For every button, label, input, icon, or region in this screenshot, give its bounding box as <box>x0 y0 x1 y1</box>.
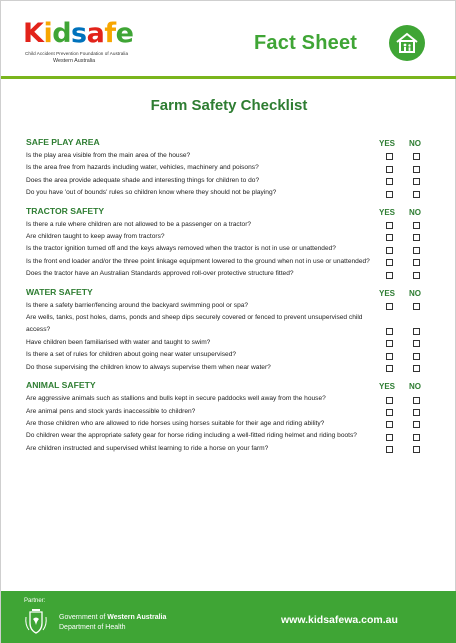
checklist-row <box>26 268 436 280</box>
no-checkbox[interactable] <box>413 409 420 416</box>
fact-sheet-label: Fact Sheet <box>254 32 358 54</box>
checklist-row <box>26 231 436 243</box>
checklist-row <box>26 443 436 455</box>
yes-checkbox[interactable] <box>386 166 393 173</box>
wa-government-crest-icon <box>24 608 48 636</box>
department-name: Department of Health <box>59 624 126 631</box>
logo-letter: d <box>52 18 72 49</box>
page-title: Farm Safety Checklist <box>150 97 308 114</box>
question-text: Is there a rule where children are not allowed to be a passenger on a tractor? <box>26 220 252 228</box>
no-column-label: NO <box>409 382 421 392</box>
yes-column-label: YES <box>379 288 396 298</box>
header <box>1 1 456 79</box>
section-title: ANIMAL SAFETY <box>26 380 96 391</box>
footer <box>1 591 456 643</box>
section-header <box>26 287 436 299</box>
yes-checkbox[interactable] <box>386 328 393 335</box>
checklist-row <box>26 393 436 405</box>
no-checkbox[interactable] <box>413 421 420 428</box>
checklist-row <box>26 162 436 174</box>
question-text: Do children wear the appropriate safety gear for horse riding including a well-fitted riding helmet and riding boots? <box>26 432 357 440</box>
no-checkbox[interactable] <box>413 303 420 310</box>
yes-checkbox[interactable] <box>386 178 393 185</box>
checklist-row <box>26 187 436 199</box>
yes-checkbox[interactable] <box>386 434 393 441</box>
question-text: Is the front end loader and/or the three point linkage equipment lowered to the ground when not in use or unattended? <box>26 257 370 265</box>
no-checkbox[interactable] <box>413 434 420 441</box>
question-text: Are children taught to keep away from tractors? <box>26 233 165 241</box>
no-checkbox[interactable] <box>413 365 420 372</box>
checklist <box>26 137 436 461</box>
no-checkbox[interactable] <box>413 222 420 229</box>
question-text: Is there a set of rules for children about going near water unsupervised? <box>26 351 237 359</box>
checklist-section <box>26 287 436 374</box>
yes-checkbox[interactable] <box>386 191 393 198</box>
logo-letter: a <box>86 18 105 49</box>
logo-state: Western Australia <box>53 58 96 64</box>
yes-checkbox[interactable] <box>386 259 393 266</box>
logo-wordmark <box>23 19 133 49</box>
government-name: Government of Western Australia <box>59 614 167 621</box>
checklist-row <box>26 418 436 430</box>
yes-checkbox[interactable] <box>386 303 393 310</box>
checklist-row <box>26 362 436 374</box>
section-header <box>26 137 436 149</box>
logo-letter: i <box>43 18 53 49</box>
checklist-row <box>26 150 436 162</box>
no-checkbox[interactable] <box>413 353 420 360</box>
yes-checkbox[interactable] <box>386 272 393 279</box>
partner-label: Partner: <box>24 598 46 604</box>
no-checkbox[interactable] <box>413 166 420 173</box>
question-text: Are those children who are allowed to ride horses using horses suitable for their age and riding ability? <box>26 419 325 427</box>
yes-column-label: YES <box>379 382 396 392</box>
section-header <box>26 380 436 392</box>
section-header <box>26 206 436 218</box>
logo-letter: s <box>71 18 87 49</box>
logo-letter: K <box>23 18 44 49</box>
question-text: Is the area free from hazards including water, vehicles, machinery and poisons? <box>26 164 259 172</box>
no-checkbox[interactable] <box>413 340 420 347</box>
yes-checkbox[interactable] <box>386 247 393 254</box>
question-text: Is the play area visible from the main area of the house? <box>26 152 191 159</box>
header-divider <box>1 76 456 79</box>
no-checkbox[interactable] <box>413 272 420 279</box>
no-column-label: NO <box>409 207 421 217</box>
logo-letter: f <box>104 18 116 49</box>
no-checkbox[interactable] <box>413 247 420 254</box>
no-checkbox[interactable] <box>413 191 420 198</box>
section-title: WATER SAFETY <box>26 286 93 297</box>
yes-checkbox[interactable] <box>386 397 393 404</box>
family-house-icon <box>389 25 425 61</box>
yes-checkbox[interactable] <box>386 234 393 241</box>
no-checkbox[interactable] <box>413 328 420 335</box>
question-text: Is the tractor ignition turned off and the keys always removed when the tractor is not in use or unattended? <box>26 245 336 253</box>
logo-tagline: Child Accident Prevention Foundation of Australia <box>25 51 129 56</box>
question-text: Do those supervising the children know to always supervise them when near water? <box>26 363 271 371</box>
no-checkbox[interactable] <box>413 259 420 266</box>
section-title: SAFE PLAY AREA <box>26 137 100 147</box>
no-checkbox[interactable] <box>413 397 420 404</box>
checklist-row <box>26 175 436 187</box>
section-title: TRACTOR SAFETY <box>26 205 105 216</box>
kidsafe-logo <box>23 19 163 67</box>
checklist-section <box>26 380 436 455</box>
yes-column-label: YES <box>379 139 396 148</box>
checklist-row <box>26 300 436 312</box>
yes-checkbox[interactable] <box>386 446 393 453</box>
question-text: Are aggressive animals such as stallions and bulls kept in secure paddocks well away from the house? <box>26 395 326 403</box>
no-checkbox[interactable] <box>413 153 420 160</box>
checklist-row <box>26 430 436 442</box>
checklist-row <box>26 312 436 337</box>
question-text: Does the tractor have an Australian Standards approved roll-over protective structure fitted? <box>26 270 294 278</box>
question-text: Are animal pens and stock yards inaccessible to children? <box>26 407 196 415</box>
question-text: Is there a safety barrier/fencing around the backyard swimming pool or spa? <box>26 301 249 309</box>
no-checkbox[interactable] <box>413 446 420 453</box>
checklist-row <box>26 256 436 268</box>
checklist-row <box>26 349 436 361</box>
checklist-row <box>26 406 436 418</box>
website-link[interactable]: www.kidsafewa.com.au <box>281 614 398 626</box>
yes-checkbox[interactable] <box>386 222 393 229</box>
yes-checkbox[interactable] <box>386 353 393 360</box>
no-checkbox[interactable] <box>413 234 420 241</box>
checklist-row <box>26 337 436 349</box>
checklist-row <box>26 219 436 231</box>
checklist-section <box>26 206 436 281</box>
yes-checkbox[interactable] <box>386 409 393 416</box>
yes-checkbox[interactable] <box>386 365 393 372</box>
no-column-label: NO <box>409 288 421 298</box>
no-column-label: NO <box>409 139 421 148</box>
yes-checkbox[interactable] <box>386 153 393 160</box>
question-text: Does the area provide adequate shade and interesting things for children to do? <box>26 176 260 184</box>
yes-column-label: YES <box>379 207 396 217</box>
checklist-row <box>26 243 436 255</box>
question-text: Are children instructed and supervised whilst learning to ride a horse on your farm? <box>26 444 269 452</box>
checklist-section <box>26 137 436 200</box>
question-text: Have children been familiarised with water and taught to swim? <box>26 338 211 346</box>
question-text: Do you have 'out of bounds' rules so children know where they should not be playing? <box>26 189 277 197</box>
yes-checkbox[interactable] <box>386 340 393 347</box>
no-checkbox[interactable] <box>413 178 420 185</box>
logo-letter: e <box>115 18 134 49</box>
yes-checkbox[interactable] <box>386 421 393 428</box>
question-text: Are wells, tanks, post holes, dams, ponds and sheep dips securely covered or fenced to prevent unsupervised child access? <box>26 314 363 334</box>
